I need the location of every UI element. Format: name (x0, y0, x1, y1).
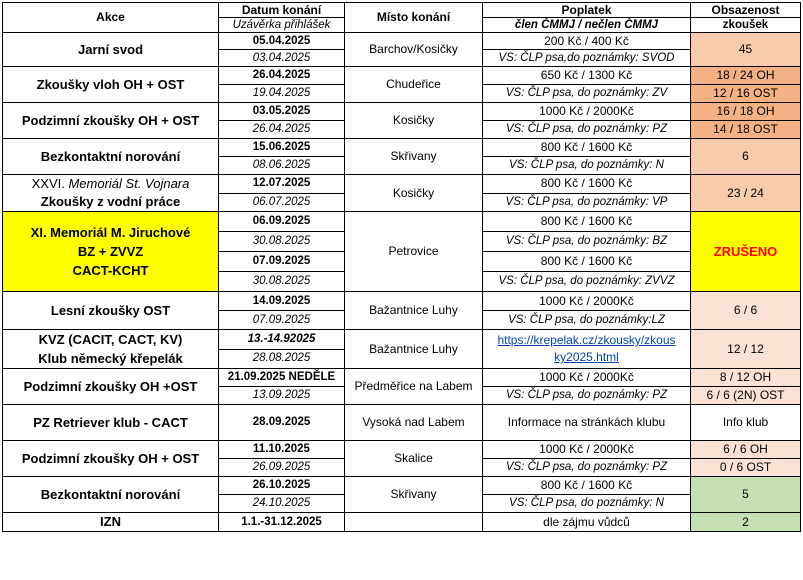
event-name: IZN (3, 513, 219, 532)
event-occupancy-oh: 16 / 18 OH (691, 103, 801, 121)
event-closing-date: 08.06.2025 (219, 157, 345, 175)
event-name: Podzimní zkoušky OH + OST (3, 441, 219, 477)
event-vs-note: VS: ČLP psa, do poznámky: ZVVZ (483, 272, 691, 292)
event-occupancy: 45 (691, 33, 801, 67)
event-name (3, 212, 219, 292)
event-name: Bezkontaktní norování (3, 139, 219, 175)
col-subheader-zkousek: zkoušek (691, 18, 801, 33)
event-name-line1: XXVI. Memoriál St. Vojnara (31, 176, 190, 191)
table-row (3, 33, 801, 50)
event-place: Chudeřice (345, 67, 483, 103)
event-occupancy: 5 (691, 477, 801, 513)
event-vs-note: VS: ČLP psa, do poznámky: VP (483, 193, 691, 212)
col-header-misto: Místo konání (345, 3, 483, 33)
table-row (3, 441, 801, 459)
event-occupancy: 12 / 12 (691, 330, 801, 369)
event-closing-date: 26.09.2025 (219, 459, 345, 477)
table-row (3, 330, 801, 350)
event-closing-date: 06.07.2025 (219, 193, 345, 212)
event-place: Skřivany (345, 139, 483, 175)
event-closing-date: 30.08.2025 (219, 272, 345, 292)
event-occupancy: 23 / 24 (691, 175, 801, 212)
event-occupancy-oh: 8 / 12 OH (691, 369, 801, 387)
event-date: 03.05.2025 (219, 103, 345, 121)
event-fee: Informace na stránkách klubu (483, 405, 691, 441)
event-place: Bažantnice Luhy (345, 292, 483, 330)
event-name (3, 175, 219, 212)
event-name: PZ Retriever klub - CACT (3, 405, 219, 441)
event-place: Kosičky (345, 103, 483, 139)
table-row (3, 67, 801, 85)
event-fee: dle zájmu vůdců (483, 513, 691, 532)
col-header-obsazenost: Obsazenost (691, 3, 801, 18)
event-fee: 1000 Kč / 2000Kč (483, 369, 691, 387)
events-table-wrapper (2, 2, 801, 532)
event-place (345, 513, 483, 532)
col-header-poplatek: Poplatek (483, 3, 691, 18)
event-vs-note: VS: ČLP psa, do poznámky: PZ (483, 121, 691, 139)
table-row (3, 405, 801, 441)
col-header-datum: Datum konání (219, 3, 345, 18)
event-name-line2: Zkoušky z vodní práce (40, 194, 181, 209)
event-name: Podzimní zkoušky OH +OST (3, 369, 219, 405)
table-row (3, 139, 801, 157)
event-name-line1: KVZ (CACIT, CACT, KV) (38, 332, 183, 347)
event-occupancy: 2 (691, 513, 801, 532)
event-closing-date: 28.08.2025 (219, 349, 345, 369)
table-row (3, 513, 801, 532)
event-vs-note: VS: ČLP psa, do poznámky:LZ (483, 311, 691, 330)
event-date: 05.04.2025 (219, 33, 345, 50)
event-name: Zkoušky vloh OH + OST (3, 67, 219, 103)
event-occupancy: 6 (691, 139, 801, 175)
event-fee: 1000 Kč / 2000Kč (483, 292, 691, 311)
table-row (3, 175, 801, 194)
event-place: Bažantnice Luhy (345, 330, 483, 369)
event-closing-date: 13.09.2025 (219, 387, 345, 405)
event-fee: 200 Kč / 400 Kč (483, 33, 691, 50)
event-place: Vysoká nad Labem (345, 405, 483, 441)
event-vs-note: VS: ČLP psa, do poznámky: N (483, 495, 691, 513)
event-occupancy: Info klub (691, 405, 801, 441)
event-fee: 800 Kč / 1600 Kč (483, 477, 691, 495)
event-name (3, 330, 219, 369)
event-closing-date: 19.04.2025 (219, 85, 345, 103)
event-fee: 1000 Kč / 2000Kč (483, 103, 691, 121)
event-occupancy-oh: 6 / 6 OH (691, 441, 801, 459)
event-link-cell (483, 330, 691, 369)
col-header-akce: Akce (3, 3, 219, 33)
header-row (3, 3, 801, 18)
event-occupancy-ost: 14 / 18 OST (691, 121, 801, 139)
event-place: Kosičky (345, 175, 483, 212)
event-name: Jarní svod (3, 33, 219, 67)
event-closing-date: 26.04.2025 (219, 121, 345, 139)
event-vs-note: VS: ČLP psa, do poznámky: PZ (483, 459, 691, 477)
event-date: 26.04.2025 (219, 67, 345, 85)
event-vs-note: VS: ČLP psa, do poznámky: PZ (483, 387, 691, 405)
event-vs-note: VS: ČLP psa,do poznámky: SVOD (483, 50, 691, 67)
event-date: 07.09.2025 (219, 252, 345, 272)
event-date: 21.09.2025 NEDĚLE (219, 369, 345, 387)
event-occupancy-ost: 12 / 16 OST (691, 85, 801, 103)
event-date: 06.09.2025 (219, 212, 345, 232)
event-info-link[interactable]: https://krepelak.cz/zkousky/zkous ky2025.html (497, 333, 676, 364)
event-fee: 800 Kč / 1600 Kč (483, 139, 691, 157)
event-vs-note: VS: ČLP psa, do poznámky: BZ (483, 232, 691, 252)
event-fee: 800 Kč / 1600 Kč (483, 252, 691, 272)
event-date: 15.06.2025 (219, 139, 345, 157)
event-date: 26.10.2025 (219, 477, 345, 495)
event-name-line3: CACT-KCHT (72, 263, 149, 278)
event-vs-note: VS: ČLP psa, do poznámky: ZV (483, 85, 691, 103)
event-place: Skalice (345, 441, 483, 477)
event-name-line1: XI. Memoriál M. Jiruchové (30, 225, 191, 240)
event-date: 14.09.2025 (219, 292, 345, 311)
col-subheader-uzaverka: Uzávěrka přihlášek (219, 18, 345, 33)
event-closing-date: 30.08.2025 (219, 232, 345, 252)
event-fee: 800 Kč / 1600 Kč (483, 175, 691, 194)
event-closing-date: 24.10.2025 (219, 495, 345, 513)
event-date: 1.1.-31.12.2025 (219, 513, 345, 532)
event-fee: 800 Kč / 1600 Kč (483, 212, 691, 232)
event-vs-note: VS: ČLP psa, do poznámky: N (483, 157, 691, 175)
event-place: Barchov/Kosičky (345, 33, 483, 67)
event-date: 11.10.2025 (219, 441, 345, 459)
event-fee: 1000 Kč / 2000Kč (483, 441, 691, 459)
table-row (3, 103, 801, 121)
event-occupancy-ost: 0 / 6 OST (691, 459, 801, 477)
event-date: 28.09.2025 (219, 405, 345, 441)
col-subheader-clen: člen ČMMJ / nečlen ČMMJ (483, 18, 691, 33)
event-place: Skřivany (345, 477, 483, 513)
event-place: Předměřice na Labem (345, 369, 483, 405)
table-row (3, 212, 801, 232)
event-closing-date: 03.04.2025 (219, 50, 345, 67)
event-name: Bezkontaktní norování (3, 477, 219, 513)
event-closing-date: 07.09.2025 (219, 311, 345, 330)
event-name: Podzimní zkoušky OH + OST (3, 103, 219, 139)
event-occupancy: 6 / 6 (691, 292, 801, 330)
table-row (3, 369, 801, 387)
event-date: 12.07.2025 (219, 175, 345, 194)
event-occupancy-oh: 18 / 24 OH (691, 67, 801, 85)
table-row (3, 477, 801, 495)
event-name-line2: Klub německý křepelák (38, 351, 183, 366)
event-date: 13.-14.92025 (219, 330, 345, 350)
event-fee: 650 Kč / 1300 Kč (483, 67, 691, 85)
event-occupancy-ost: 6 / 6 (2N) OST (691, 387, 801, 405)
event-name: Lesní zkoušky OST (3, 292, 219, 330)
event-name-line2: BZ + ZVVZ (77, 244, 144, 259)
event-status-cancelled: ZRUŠENO (691, 212, 801, 292)
event-place: Petrovice (345, 212, 483, 292)
events-table (2, 2, 801, 532)
table-row (3, 292, 801, 311)
